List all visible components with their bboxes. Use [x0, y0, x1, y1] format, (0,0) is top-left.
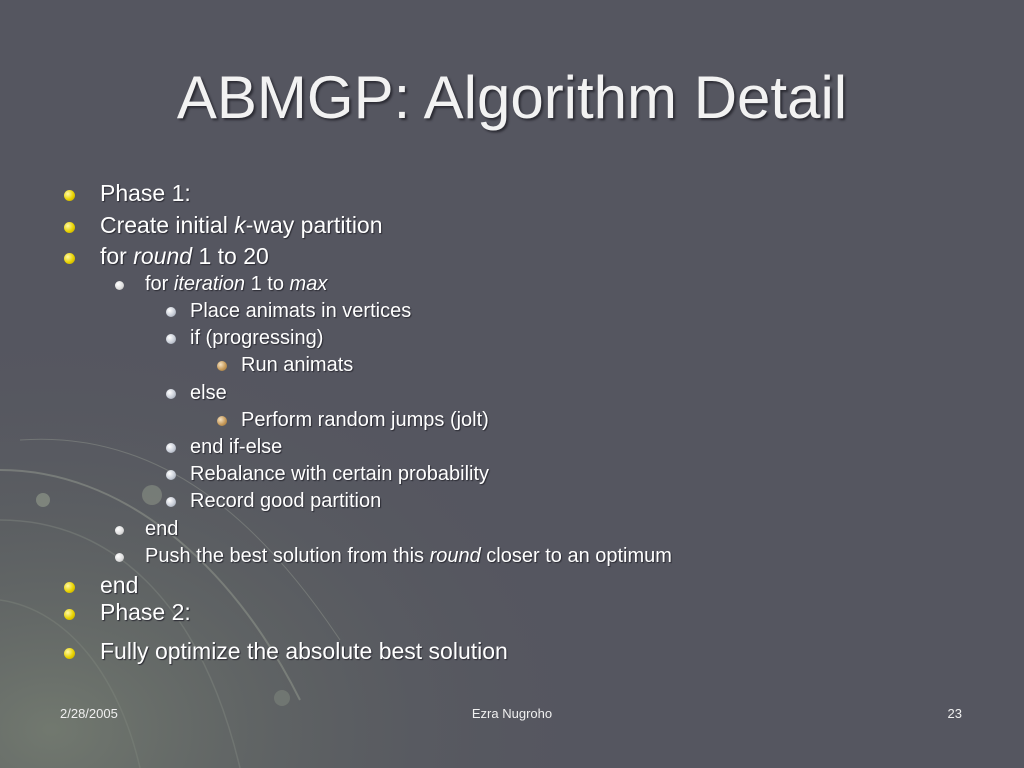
- list-item-text: end: [100, 572, 139, 598]
- bullet-icon: [217, 361, 227, 371]
- bullet-icon: [64, 222, 75, 233]
- bullet-icon: [166, 497, 176, 507]
- list-item-text: Place animats in vertices: [190, 300, 412, 322]
- slide-title: ABMGP: Algorithm Detail: [176, 64, 848, 131]
- list-item-text: Fully optimize the absolute best solution: [100, 638, 508, 664]
- bullet-icon: [217, 416, 227, 426]
- bullet-icon: [115, 553, 124, 562]
- bullet-icon: [166, 307, 176, 317]
- list-item-text: Push the best solution from this round closer to an optimum: [145, 545, 672, 567]
- bullet-icon: [166, 389, 176, 399]
- list-item-text: Rebalance with certain probability: [190, 463, 490, 485]
- bullet-icon: [64, 648, 75, 659]
- bullet-icon: [166, 334, 176, 344]
- list-item-text: for round 1 to 20: [100, 243, 269, 269]
- bullet-icon: [115, 526, 124, 535]
- bullet-icon: [166, 443, 176, 453]
- list-item-text: else: [190, 382, 227, 404]
- footer-date: 2/28/2005: [60, 706, 118, 721]
- list-item-text: Phase 2:: [100, 599, 191, 625]
- bullet-icon: [64, 190, 75, 201]
- list-item-text: Phase 1:: [100, 180, 191, 206]
- footer-author: Ezra Nugroho: [471, 706, 553, 721]
- list-item-text: end if-else: [190, 436, 283, 458]
- list-item-text: Record good partition: [190, 490, 382, 512]
- bullet-icon: [166, 470, 176, 480]
- list-item-text: Run animats: [241, 354, 354, 376]
- list-item-text: end: [145, 518, 179, 540]
- bullet-icon: [64, 253, 75, 264]
- list-item-text: Create initial k-way partition: [100, 212, 383, 238]
- list-item-text: if (progressing): [190, 327, 324, 349]
- bullet-icon: [115, 281, 124, 290]
- footer-page-number: 23: [947, 706, 962, 721]
- bullet-icon: [64, 582, 75, 593]
- list-item-text: Perform random jumps (jolt): [241, 409, 489, 431]
- bullet-icon: [64, 609, 75, 620]
- list-item-text: for iteration 1 to max: [145, 273, 328, 295]
